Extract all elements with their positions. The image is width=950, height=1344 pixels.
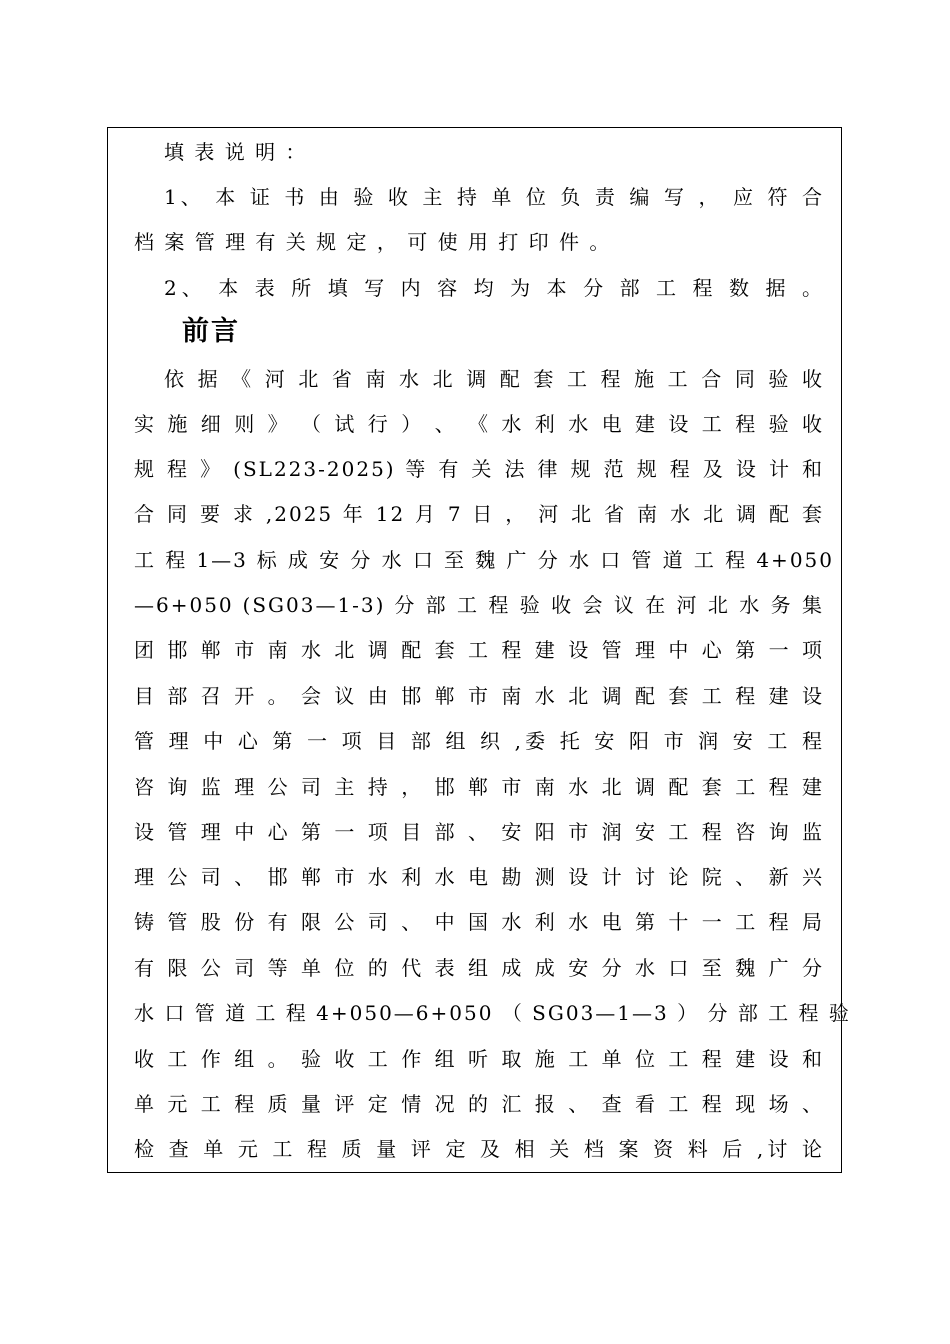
instruction-item-1-line-1: 1、 本 证 书 由 验 收 主 持 单 位 负 责 编 写 ， 应 符 合	[164, 185, 824, 209]
preface-line: 工 程 1—3 标 成 安 分 水 口 至 魏 广 分 水 口 管 道 工 程 4+050	[134, 548, 834, 572]
preface-line: 设 管 理 中 心 第 一 项 目 部 、 安 阳 市 润 安 工 程 咨 询 监	[134, 820, 824, 844]
preface-line: 合 同 要 求 ,2025 年 12 月 7 日 ， 河 北 省 南 水 北 调 配 套	[134, 502, 824, 526]
instruction-item-2: 2、 本 表 所 填 写 内 容 均 为 本 分 部 工 程 数 据 。	[164, 276, 824, 300]
instructions-title: 填 表 说 明 ：	[164, 140, 308, 164]
preface-line: 团 邯 郸 市 南 水 北 调 配 套 工 程 建 设 管 理 中 心 第 一 项	[134, 638, 824, 662]
preface-heading: 前言	[182, 316, 240, 347]
preface-line: 目 部 召 开 。 会 议 由 邯 郸 市 南 水 北 调 配 套 工 程 建 设	[134, 684, 824, 708]
preface-line: 咨 询 监 理 公 司 主 持 ， 邯 郸 市 南 水 北 调 配 套 工 程 建	[134, 775, 824, 799]
instruction-item-1-line-2: 档 案 管 理 有 关 规 定 ， 可 使 用 打 印 件 。	[134, 230, 612, 254]
preface-line: 理 公 司 、 邯 郸 市 水 利 水 电 勘 测 设 计 讨 论 院 、 新 兴	[134, 865, 824, 889]
preface-line: 水 口 管 道 工 程 4+050—6+050 （ SG03—1—3 ） 分 部 工 程 验	[134, 1001, 851, 1025]
preface-line: 单 元 工 程 质 量 评 定 情 况 的 汇 报 、 查 看 工 程 现 场 、	[134, 1092, 824, 1116]
preface-line: 规 程 》 (SL223-2025) 等 有 关 法 律 规 范 规 程 及 设 计 和	[134, 457, 824, 481]
preface-line: 管 理 中 心 第 一 项 目 部 组 织 ,委 托 安 阳 市 润 安 工 程	[134, 729, 824, 753]
preface-line: 铸 管 股 份 有 限 公 司 、 中 国 水 利 水 电 第 十 一 工 程 局	[134, 910, 824, 934]
preface-line: —6+050 (SG03—1-3) 分 部 工 程 验 收 会 议 在 河 北 水 务 集	[134, 593, 824, 617]
preface-line: 实 施 细 则 》 （ 试 行 ） 、 《 水 利 水 电 建 设 工 程 验 收	[134, 412, 824, 436]
preface-line: 有 限 公 司 等 单 位 的 代 表 组 成 成 安 分 水 口 至 魏 广 分	[134, 956, 824, 980]
preface-line: 收 工 作 组 。 验 收 工 作 组 听 取 施 工 单 位 工 程 建 设 和	[134, 1047, 824, 1071]
preface-line: 检 查 单 元 工 程 质 量 评 定 及 相 关 档 案 资 料 后 ,讨 论	[134, 1137, 824, 1161]
preface-line: 依 据 《 河 北 省 南 水 北 调 配 套 工 程 施 工 合 同 验 收	[164, 367, 824, 391]
